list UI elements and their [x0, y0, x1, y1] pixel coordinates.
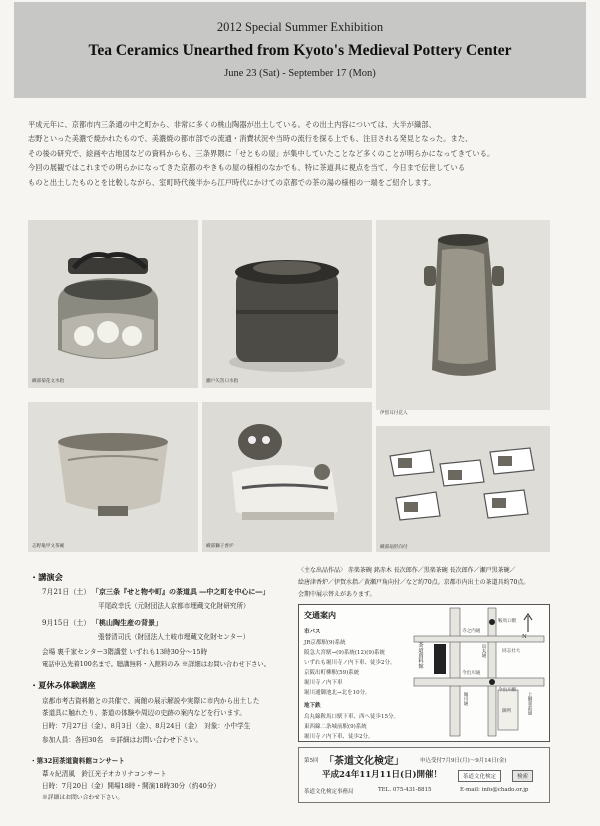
access-heading: 交通案内: [304, 610, 336, 620]
exam-title: 「茶道文化検定」: [324, 756, 404, 767]
photo-caption: 織部扇形向付: [380, 545, 408, 550]
map-road-label: 上御霊前通: [527, 692, 532, 715]
exam-office: 茶道文化検定事務局: [304, 789, 354, 795]
access-map: [414, 608, 544, 736]
workshop-desc: 茶道具に触れたり、茶道の体験や周辺の史跡の案内などを行います。: [42, 709, 246, 717]
map-road-label: 堀川通: [463, 692, 468, 706]
bus-line: 堀川寺ノ内下車: [304, 680, 343, 686]
search-button[interactable]: 検索: [512, 770, 533, 782]
exhibition-title: Tea Ceramics Unearthed from Kyoto's Medieval Pottery Center: [88, 42, 512, 59]
exam-email[interactable]: E-mail: info@chado.or.jp: [460, 787, 529, 793]
bus-line: 阪急大宮駅→(9)系統(12)(9)系統: [304, 650, 385, 656]
map-road-label: 今出川通: [462, 671, 481, 676]
seto-jar-image: [202, 220, 372, 388]
intro-line: ものと出土したものとを比較しながら、室町時代後半から江戸時代にかけての京都での茶の湯の様相の一端をご紹介します。: [28, 177, 436, 187]
photo-vase-iga: [376, 220, 550, 416]
concert-time: 日時：7月20日（金）開場18時・開演18時30分（約40分）: [42, 782, 221, 790]
map-station-label: 鞍馬口駅: [498, 619, 517, 624]
exam-apply: 申込受付7月9日(月)〜9月14日(金): [420, 758, 507, 764]
workshop-dates: 日時：7月27日（金）、8月3日（金）、8月24日（金） 対象：小中学生: [42, 722, 251, 730]
fan-dishes-image: [376, 426, 550, 552]
lecture-heading: ・講演会: [30, 572, 63, 582]
workshop-desc: 京都市考古資料館との共催で、両館の展示解説や実際に市内から出土した: [42, 697, 260, 705]
map-place-label: 御所: [502, 709, 512, 714]
map-museum-label: 茶道資料館: [417, 642, 423, 669]
photo-water-jar-oribe: [28, 220, 198, 388]
iga-vase-image: [376, 220, 550, 410]
works-line: 会期中展示替えがあります。: [298, 591, 376, 598]
photo-caption: 織部獅子香炉: [206, 544, 234, 549]
lecture-note: 電話申込先着100名まで。聴講無料・入館料のみ ※詳細はお問い合わせ下さい。: [42, 661, 270, 668]
photo-teabowl-shino: [28, 402, 198, 552]
water-jar-image: [28, 220, 198, 388]
photo-dishes-oribe: [376, 426, 550, 552]
lecture-2-date: 9月15日（土）: [42, 619, 91, 627]
exam-tel: TEL. 075-431-8815: [378, 787, 432, 793]
subway-heading: 地下鉄: [304, 703, 321, 709]
lecture-1-title: 「京三条『せと物や町』の茶道具 ―中之町を中心に―」: [92, 587, 270, 596]
bus-line: 京阪出町柳駅(59)系統: [304, 670, 360, 676]
subway-line: 東西線二条城前駅(9)系統: [304, 724, 367, 730]
intro-line: 今回の展観ではこれまでの明らかになってきた京都のやきもの屋の様相のなかでも、特に茶道具に視点を当て、今日まで伝世している: [28, 163, 466, 173]
lecture-venue: 会場 裏千家センター3階講堂 いずれも13時30分〜15時: [42, 648, 208, 656]
concert-note: ※詳細はお問い合わせ下さい。: [42, 795, 124, 801]
bus-line: いずれも堀川寺ノ内下車、徒歩2分。: [304, 660, 396, 666]
intro-line: 志野といった美濃で焼かれたもので、美濃焼の都市部での流通・消費状況や当時の流行を探る上でも、注目される発見となった。また、: [28, 134, 473, 144]
search-input[interactable]: 茶道文化検定: [458, 770, 501, 782]
map-place-label: 同志社大: [502, 649, 521, 654]
exhibition-dates: June 23 (Sat) - September 17 (Mon): [224, 68, 376, 79]
subway-line: 烏丸線鞍馬口駅下車、西へ徒歩15分。: [304, 714, 399, 720]
map-road-label: 烏丸通: [481, 644, 486, 658]
exhibition-subtitle: 2012 Special Summer Exhibition: [216, 20, 384, 34]
lecture-1-speaker: 平尾政幸氏（元財団法人京都市埋蔵文化財研究所）: [98, 602, 250, 610]
lecture-2-title: 「桃山陶生産の背景」: [92, 618, 162, 627]
intro-line: その後の研究で、絵画や古地図などの資料からも、三条界隈に「せともの屋」が集中していたことなど多くのことが明らかになってきている。: [28, 148, 495, 158]
header-banner: [14, 2, 586, 98]
intro-text: [28, 118, 574, 190]
map-station-label: 今出川駅: [498, 688, 517, 693]
concert-title: 葦々紀清風 鈴江光子オカリナコンサート: [42, 770, 167, 778]
map-road-label: 寺之内通: [462, 629, 481, 634]
intro-line: 平成元年に、京都市内三条通の中之町から、非常に多くの桃山陶器が出土している。その出土内容については、大半が織部、: [28, 120, 436, 129]
bus-heading: 市バス: [304, 629, 321, 635]
subway-line: 堀川寺ノ内下車、徒歩2分。: [304, 734, 374, 740]
exam-label: 第5回: [304, 758, 319, 764]
works-line: 〈主な出品作品〉 赤楽茶碗 銘赤木 長次郎作／黒楽茶碗 長次郎作／瀬戸黒茶碗／: [298, 567, 516, 574]
teabowl-image: [28, 402, 198, 552]
workshop-capacity: 参加人員：各回30名 ※詳細はお問い合わせ下さい。: [42, 736, 203, 744]
concert-heading: ・第32回茶道資料館コンサート: [30, 757, 125, 765]
photo-caption: 瀬戸矢筈口水指: [206, 379, 239, 384]
lecture-1-date: 7月21日（土）: [42, 588, 91, 596]
photo-caption: 志野亀甲文茶碗: [32, 544, 65, 549]
bus-line: 堀川通御池北→北を10分。: [304, 690, 371, 696]
north-indicator: N: [522, 634, 527, 640]
photo-caption: 織部菊花文水指: [32, 379, 65, 384]
lecture-2-speaker: 張替清司氏（財団法人土岐市埋蔵文化財センター）: [98, 633, 250, 641]
lion-burner-image: [202, 402, 372, 552]
photo-water-jar-seto: [202, 220, 372, 388]
photo-incense-lion: [202, 402, 372, 552]
bus-line: JR京都駅(9)系統: [304, 640, 346, 646]
workshop-heading: ・夏休み体験講座: [30, 680, 96, 690]
works-line: 絵唐津香炉／伊賀水指／黄瀬戸角向付／など約70点。京都市内出土の茶道具約70点。: [298, 579, 530, 586]
photo-caption: 伊賀耳付花入: [380, 411, 408, 416]
exam-date: 平成24年11月11日(日)開催！: [322, 770, 443, 780]
